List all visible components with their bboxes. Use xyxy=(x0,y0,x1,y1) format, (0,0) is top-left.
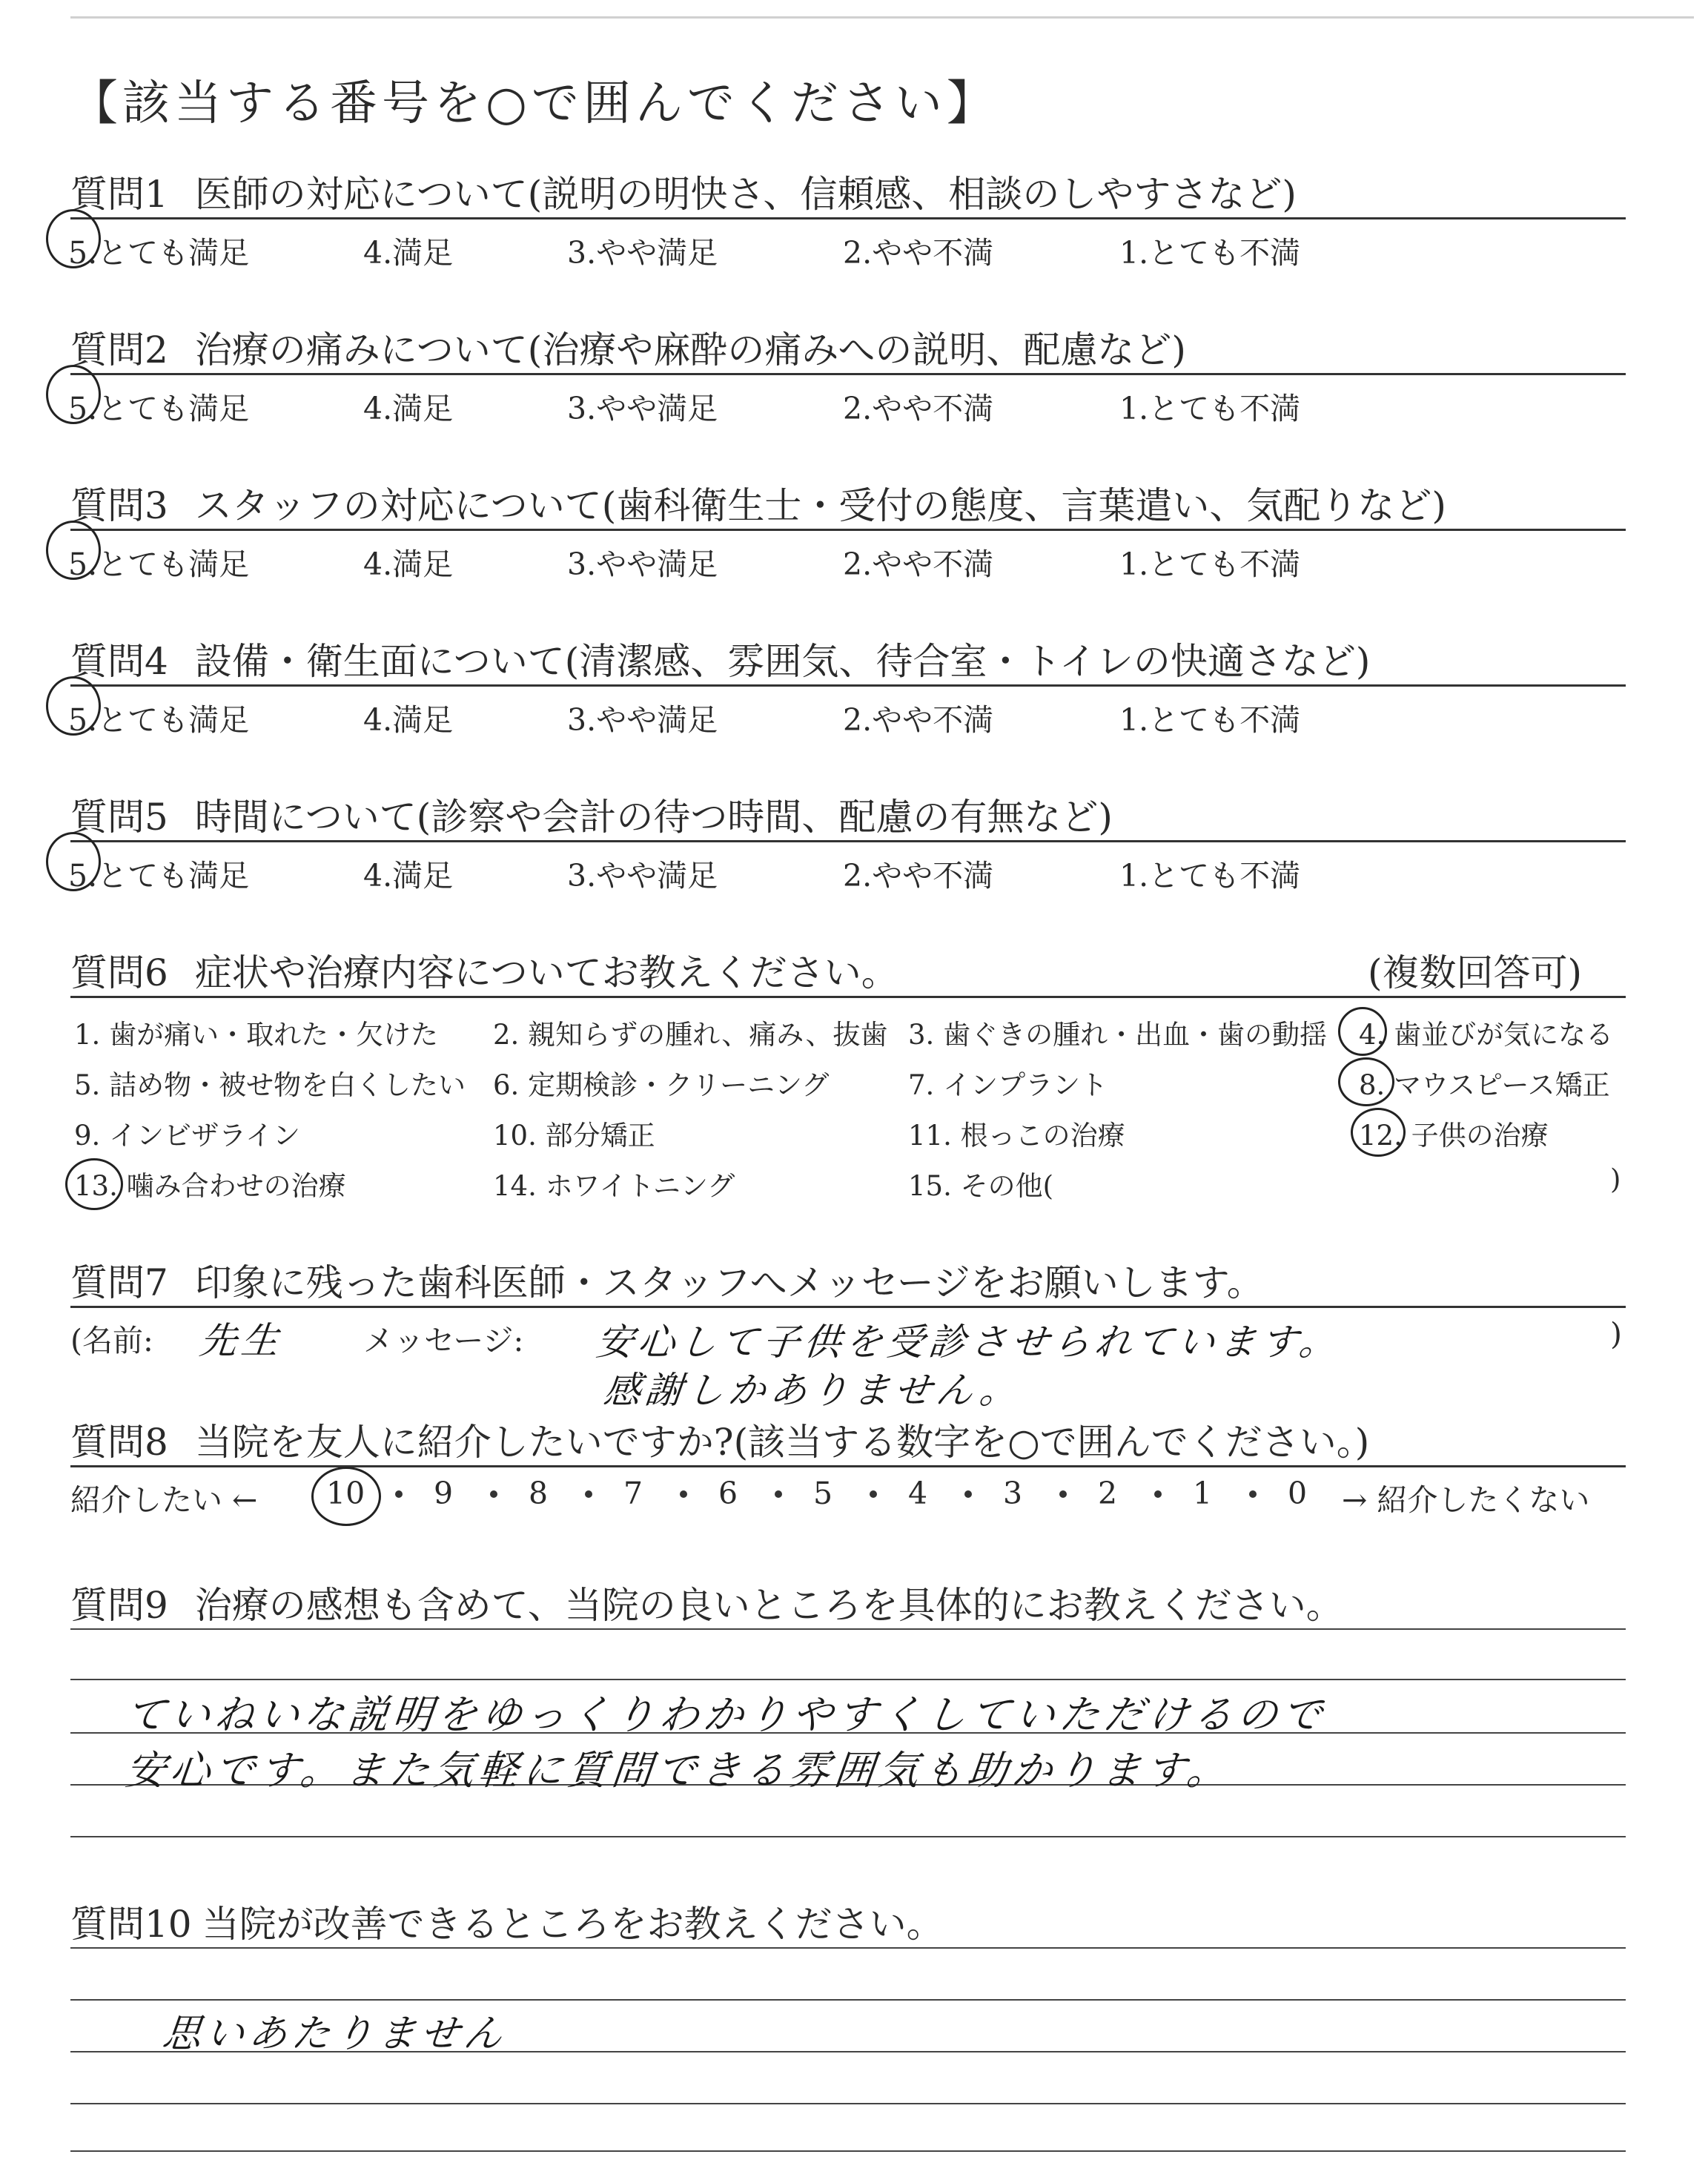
q7-name-label: (名前: xyxy=(70,1323,153,1358)
q1-option-4[interactable]: 4.満足 xyxy=(363,235,454,271)
q8-scale-6[interactable]: 6 xyxy=(718,1476,738,1511)
question-3-text: スタッフの対応について(歯科衛生士・受付の態度、言葉遣い、気配りなど) xyxy=(194,484,1446,527)
q8-scale-9[interactable]: 9 xyxy=(434,1476,454,1511)
q4-option-5[interactable]: 5.とても満足 xyxy=(68,702,250,738)
question-6-number: 質問6 xyxy=(70,951,168,994)
q5-option-1[interactable]: 1.とても不満 xyxy=(1119,858,1301,894)
q8-scale-5[interactable]: 5 xyxy=(813,1476,833,1511)
question-9-number: 質問9 xyxy=(70,1584,168,1627)
question-4-number: 質問4 xyxy=(70,640,168,683)
question-2-number: 質問2 xyxy=(70,328,168,371)
q4-option-3[interactable]: 3.やや満足 xyxy=(567,702,718,738)
q6-option-5[interactable]: 5. 詰め物・被せ物を白くしたい xyxy=(74,1069,466,1101)
q4-option-4[interactable]: 4.満足 xyxy=(363,702,454,738)
q10-answer-line xyxy=(70,2150,1626,2152)
q7-name-value[interactable]: 先生 xyxy=(197,1319,285,1362)
question-7-text: 印象に残った歯科医師・スタッフへメッセージをお願いします。 xyxy=(194,1261,1264,1304)
q8-right-label: → 紹介したくない xyxy=(1342,1482,1590,1518)
q8-dot xyxy=(1059,1490,1067,1498)
question-7-number: 質問7 xyxy=(70,1261,168,1304)
q7-message-line-1[interactable]: 安心して子供を受診させられています。 xyxy=(594,1321,1343,1364)
q10-answer-line-1[interactable]: 思いあたりません xyxy=(160,2012,509,2056)
q1-option-3[interactable]: 3.やや満足 xyxy=(567,235,718,271)
q8-scale-2[interactable]: 2 xyxy=(1098,1476,1118,1511)
q9-answer-line-2[interactable]: 安心です。また気軽に質問できる雰囲気も助かります。 xyxy=(123,1747,1234,1794)
q8-scale-8[interactable]: 8 xyxy=(529,1476,549,1511)
q6-option-6[interactable]: 6. 定期検診・クリーニング xyxy=(493,1069,830,1101)
question-2-text: 治療の痛みについて(治療や麻酔の痛みへの説明、配慮など) xyxy=(194,328,1186,371)
q1-option-5[interactable]: 5.とても満足 xyxy=(68,235,250,271)
q5-option-3[interactable]: 3.やや満足 xyxy=(567,858,718,894)
q8-scale-7[interactable]: 7 xyxy=(623,1476,643,1511)
q1-option-1[interactable]: 1.とても不満 xyxy=(1119,235,1301,271)
q8-dot xyxy=(1154,1490,1162,1498)
q3-option-3[interactable]: 3.やや満足 xyxy=(567,546,718,582)
q6-option-10[interactable]: 10. 部分矯正 xyxy=(493,1120,655,1152)
q6-option-8[interactable]: 8. マウスピース矯正 xyxy=(1359,1069,1610,1101)
q10-answer-line xyxy=(70,1999,1626,2001)
q8-scale-4[interactable]: 4 xyxy=(908,1476,928,1511)
q2-option-5[interactable]: 5.とても満足 xyxy=(68,391,250,426)
q8-dot xyxy=(585,1490,592,1498)
q9-answer-line xyxy=(70,1679,1626,1680)
q6-option-4[interactable]: 4. 歯並びが気になる xyxy=(1359,1019,1614,1051)
q8-scale-3[interactable]: 3 xyxy=(1003,1476,1023,1511)
q6-option-2[interactable]: 2. 親知らずの腫れ、痛み、抜歯 xyxy=(493,1019,888,1051)
question-5-number: 質問5 xyxy=(70,796,168,839)
q8-dot xyxy=(775,1490,782,1498)
q4-option-2[interactable]: 2.やや不満 xyxy=(843,702,994,738)
q9-answer-line xyxy=(70,1836,1626,1837)
q2-option-4[interactable]: 4.満足 xyxy=(363,391,454,426)
question-8-number: 質問8 xyxy=(70,1421,168,1464)
q9-answer-line xyxy=(70,1628,1626,1630)
q2-option-1[interactable]: 1.とても不満 xyxy=(1119,391,1301,426)
q8-scale-10[interactable]: 10 xyxy=(326,1476,365,1511)
question-9-text: 治療の感想も含めて、当院の良いところを具体的にお教えください。 xyxy=(194,1584,1343,1627)
question-1-text: 医師の対応について(説明の明快さ、信頼感、相談のしやすさなど) xyxy=(194,173,1297,216)
q8-dot xyxy=(870,1490,877,1498)
q6-option-15[interactable]: 15. その他( xyxy=(908,1170,1054,1202)
q7-message-label: メッセージ: xyxy=(363,1323,524,1358)
q2-option-2[interactable]: 2.やや不満 xyxy=(843,391,994,426)
q5-option-4[interactable]: 4.満足 xyxy=(363,858,454,894)
q10-answer-line xyxy=(70,1947,1626,1949)
question-1-number: 質問1 xyxy=(70,173,168,216)
q8-dot xyxy=(490,1490,497,1498)
q3-option-2[interactable]: 2.やや不満 xyxy=(843,546,994,582)
q8-dot xyxy=(680,1490,687,1498)
q7-message-line-2[interactable]: 感謝しかありません。 xyxy=(601,1369,1024,1412)
q8-dot xyxy=(1249,1490,1257,1498)
q8-left-label: 紹介したい ← xyxy=(70,1482,258,1518)
question-5-text: 時間について(診察や会計の待つ時間、配慮の有無など) xyxy=(194,796,1113,839)
q2-option-3[interactable]: 3.やや満足 xyxy=(567,391,718,426)
q8-scale-1[interactable]: 1 xyxy=(1193,1476,1213,1511)
form-title: 【該当する番号を○で囲んでください】 xyxy=(70,76,999,131)
question-10-number: 質問10 xyxy=(70,1903,192,1946)
q6-option-15-close-paren: ) xyxy=(1610,1163,1621,1195)
q6-option-14[interactable]: 14. ホワイトニング xyxy=(493,1170,735,1202)
question-4-text: 設備・衛生面について(清潔感、雰囲気、待合室・トイレの快適さなど) xyxy=(194,640,1371,683)
q6-option-1[interactable]: 1. 歯が痛い・取れた・欠けた xyxy=(74,1019,439,1051)
q7-close-paren: ) xyxy=(1610,1316,1622,1352)
question-10-text: 当院が改善できるところをお教えください。 xyxy=(202,1903,944,1946)
q8-dot xyxy=(964,1490,972,1498)
q3-option-4[interactable]: 4.満足 xyxy=(363,546,454,582)
q8-dot xyxy=(395,1490,403,1498)
q3-option-5[interactable]: 5.とても満足 xyxy=(68,546,250,582)
q6-option-7[interactable]: 7. インプラント xyxy=(908,1069,1108,1101)
question-6-note: (複数回答可) xyxy=(1368,951,1583,994)
q10-answer-line xyxy=(70,2103,1626,2104)
q1-option-2[interactable]: 2.やや不満 xyxy=(843,235,994,271)
q3-option-1[interactable]: 1.とても不満 xyxy=(1119,546,1301,582)
question-3-number: 質問3 xyxy=(70,484,168,527)
question-9-header xyxy=(70,1576,1343,1629)
q5-option-2[interactable]: 2.やや不満 xyxy=(843,858,994,894)
q6-option-11[interactable]: 11. 根っこの治療 xyxy=(908,1120,1125,1152)
q6-option-3[interactable]: 3. 歯ぐきの腫れ・出血・歯の動揺 xyxy=(908,1019,1328,1051)
question-8-text: 当院を友人に紹介したいですか?(該当する数字を○で囲んでください。) xyxy=(194,1421,1370,1464)
q8-scale-0[interactable]: 0 xyxy=(1288,1476,1308,1511)
question-10-header xyxy=(70,1895,944,1948)
q5-option-5[interactable]: 5.とても満足 xyxy=(68,858,250,894)
q6-option-13[interactable]: 13. 噛み合わせの治療 xyxy=(74,1170,346,1202)
q6-option-12[interactable]: 12. 子供の治療 xyxy=(1359,1120,1549,1152)
q9-answer-line-1[interactable]: ていねいな説明をゆっくりわかりやすくしていただけるので xyxy=(123,1691,1329,1738)
q6-option-9[interactable]: 9. インビザライン xyxy=(74,1120,300,1152)
q4-option-1[interactable]: 1.とても不満 xyxy=(1119,702,1301,738)
question-6-text: 症状や治療内容についてお教えください。 xyxy=(194,951,898,994)
